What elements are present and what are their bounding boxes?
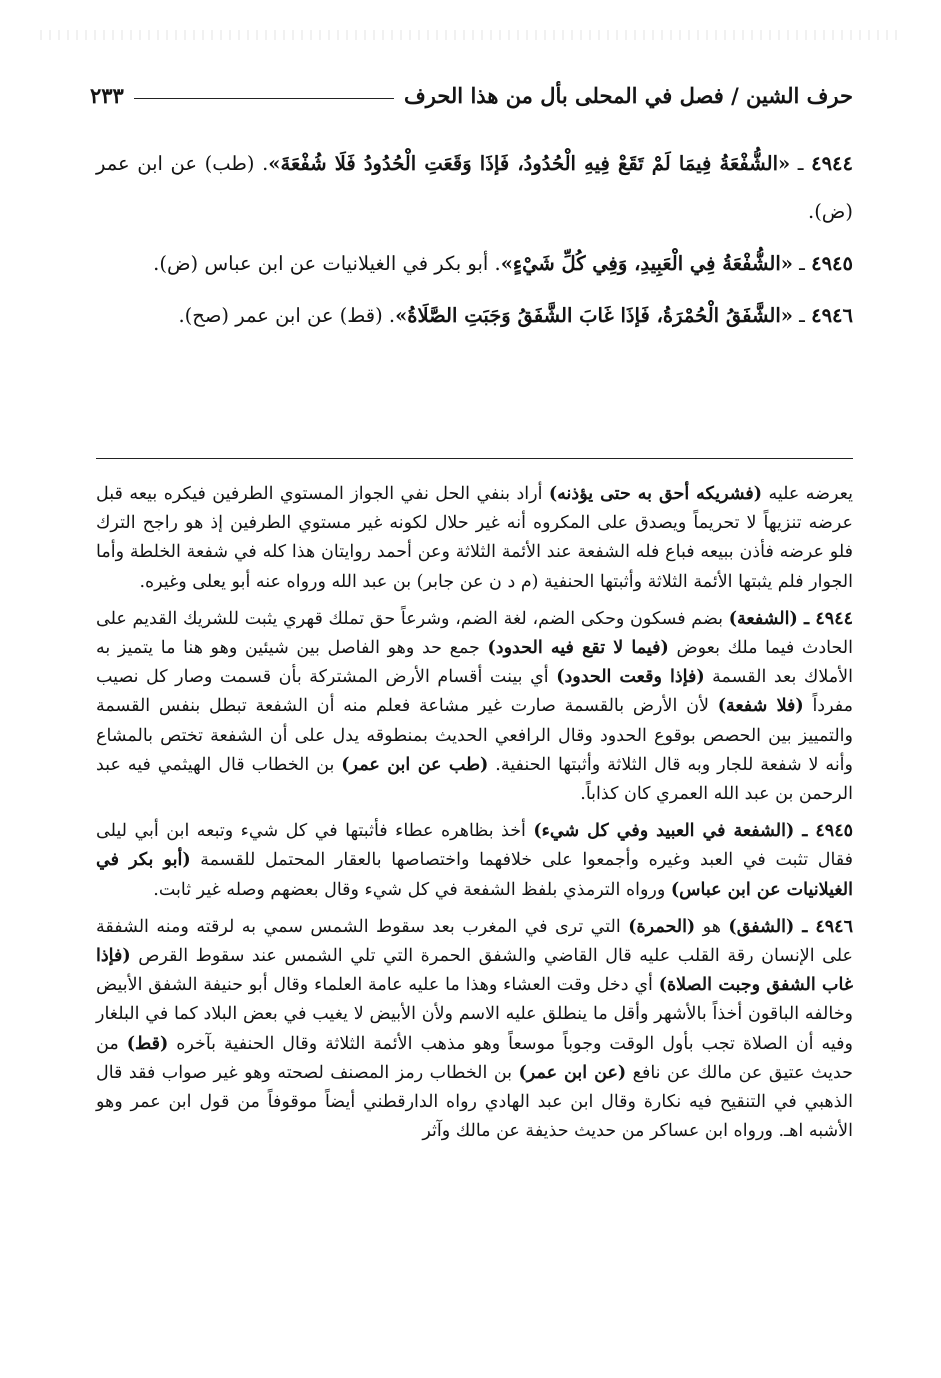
entry-number: ٤٩٤٥ [811,252,853,275]
commentary-paragraph [96,605,853,809]
commentary-paragraph [96,480,853,597]
hadith-entry [96,292,853,340]
header-rule [134,98,394,99]
commentary-text: جمع حد وهو الفاصل بين شيئين وهو هنا ما يتميز به الأملاك بعد القسمة [96,638,853,688]
commentary-bold: (أبو بكر في الغيلانيات عن ابن عباس) [96,850,853,900]
commentary-number: ٤٩٤٥ ـ [794,821,853,842]
scan-edge-noise [40,30,901,40]
commentary-bold: (فإذا غاب الشفق وجبت الصلاة) [96,946,853,996]
header-title: حرف الشين / فصل في المحلى بأل من هذا الحرف [404,82,853,108]
commentary-text: بن الخطاب رمز المصنف لصحته وهو غير صواب فقد قال الذهبي في التنقيح فيه نكارة وقال ابن عبد الهادي رواه الدارقطني أيضاً موقوفاً من قول ابن عمر وهو الأشبه اهـ. ورواه ابن عساكر من حديث حذيفة عن مالك وآثر [96,1062,853,1142]
commentary-paragraph [96,817,853,905]
commentary-text: بن الخطاب قال الهيثمي فيه عبد الرحمن بن عبد الله العمري كان كذاباً. [96,754,853,805]
commentary-text: أخذ بظاهره عطاء فأثبتها في كل شيء وتبعه ابن أبي ليلى فقال تثبت في العبد وغيره وأجمعوا على خلافهما واختصاصها بالعقار المحتمل للقسمة [96,821,853,871]
commentary-text: أي دخل وقت العشاء وهذا ما عليه عامة العلماء وقال أبو حنيفة الشفق الأبيض وخالفه الباقون أخذاً بالأشهر وأقل ما ينطلق عليه الاسم ولأن الأبيض لا يغيب في بعض البلاد كما في البلغار وفيه أن الصلاة تجب بأول الوقت وجوباً موسعاً وهو مذهب الأئمة الثلاثة وقال الحنفية بآخره [96,975,853,1054]
commentary-text: التي ترى في المغرب بعد سقوط الشمس سمي به لرقته ومنه الشفقة على الإنسان رقة القلب عليه قال القاضي والشفق الحمرة التي تلي الشمس عند سقوط القرص [96,916,853,967]
commentary-bold: (طب عن ابن عمر) [341,754,489,775]
hadith-entries [96,140,853,344]
entry-number: ٤٩٤٤ [811,152,853,175]
commentary-bold: (الشفعة في العبيد وفي كل شيء) [533,821,795,842]
entry-quote: «الشُّفْعَةُ فِيمَا لَمْ تَقَعْ فِيهِ الْحُدُودُ، فَإذَا وَقَعَتِ الْحُدُودُ فَلَا شُفْعَةَ» [268,152,791,175]
commentary-bold: (فشريكه أحق به حتى يؤذنه) [548,484,763,504]
page-number: ٢٣٣ [90,82,124,108]
commentary-text: هو [695,916,729,937]
commentary-bold: (الشفق) [728,916,795,937]
commentary-bold: (الشفعة) [728,608,798,629]
entry-quote: «الشُّفْعَةُ فِي الْعَبِيدِ، وَفِي كُلِّ شَيْءٍ» [500,252,793,275]
commentary-text: أي بينت أقسام الأرض المشتركة بأن قسمت وصار كل نصيب مفرداً [96,667,853,717]
commentary-text: من حديث عتيق عن مالك عن نافع [96,1033,854,1083]
hadith-entry [96,240,853,288]
commentary-text: يعرضه عليه [762,484,853,504]
entry-quote: «الشَّفَقُ الْحُمْرَةُ، فَإذَا غَابَ الشَّفَقُ وَجَبَتِ الصَّلَاةُ» [395,304,793,327]
entry-source: . أبو بكر في الغيلانيات عن ابن عباس (ض). [153,252,501,275]
commentary-bold: (فلا شفعة) [717,696,804,717]
commentary-bold: (الحمرة) [628,916,696,937]
hadith-entry [96,140,853,236]
commentary-number: ٤٩٤٦ ـ [794,916,853,937]
commentary-text: لأن الأرض بالقسمة صارت غير مشاعة فعلم منه أن الشفعة تبطل بنفس القسمة والتمييز بين الحصص بوقوع الحدود وقال الرافعي الحديث بمنطوقه يدل على أن الشفعة تختص بالمشاع وأنه لا شفعة للجار وبه قال الثلاثة وأثبتها الحنفية. [96,696,853,775]
commentary-text: أراد بنفي الحل نفي الجواز المستوي الطرفين فيكره بيعه قبل عرضه تنزيهاً لا تحريماً ويصدق على المكروه أنه غير حلال لكونه غير مستوي الطرفين إذ هو راجح الترك فلو عرضه فأذن ببيعه فباع فله الشفعة عند الأئمة الثلاثة وعن أحمد روايتان هذا كله في شفعة الخلطة وأما الجوار فلم يثبتها الأئمة الثلاثة وأثبتها الحنفية (م د ن عن جابر) بن عبد الله ورواه عنه أبو يعلى وغيره. [96,484,853,592]
commentary-text: ورواه الترمذي بلفظ الشفعة في كل شيء وقال بعضهم وصله غير ثابت. [153,879,671,900]
commentary-section [96,480,853,1154]
commentary-bold: (عن ابن عمر) [518,1062,627,1083]
entry-separator: ـ [792,252,812,275]
entry-separator: ـ [792,304,812,327]
commentary-bold: (فإذا وقعت الحدود) [556,667,705,688]
commentary-bold: (قط) [126,1033,169,1054]
footnote-separator-rule [96,458,853,459]
running-header [90,78,853,112]
commentary-number: ٤٩٤٤ ـ [797,608,853,629]
entry-number: ٤٩٤٦ [811,304,853,327]
commentary-text: بضم فسكون وحكى الضم، لغة الضم، وشرعاً حق تملك قهري يثبت للشريك القديم على الحادث فيما ملك بعوض [96,608,853,659]
commentary-bold: (فيما لا تقع فيه الحدود) [487,638,669,659]
entry-source: . (قط) عن ابن عمر (صح). [178,304,396,327]
entry-source: . (طب) عن ابن عمر (ض). [96,152,853,223]
entry-separator: ـ [790,152,812,175]
commentary-paragraph [96,913,853,1147]
